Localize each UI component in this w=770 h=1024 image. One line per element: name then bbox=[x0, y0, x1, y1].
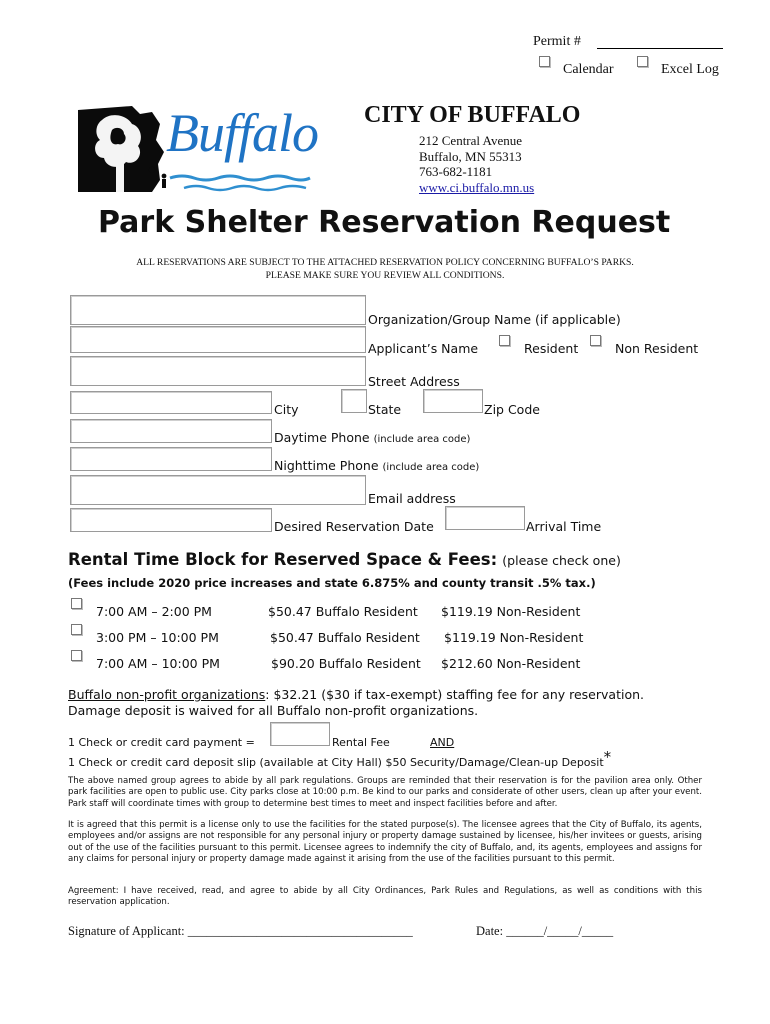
applicant-name-input[interactable] bbox=[70, 326, 366, 353]
fees-note: (Fees include 2020 price increases and state 6.875% and county transit .5% tax.) bbox=[68, 576, 596, 590]
nonprofit-line2: Damage deposit is waived for all Buffalo non-profit organizations. bbox=[68, 703, 479, 718]
daytime-phone-text: Daytime Phone bbox=[274, 430, 370, 445]
non-resident-fee-3: $212.60 Non-Resident bbox=[441, 656, 581, 671]
permit-number-field[interactable] bbox=[597, 48, 723, 49]
city-label: City bbox=[274, 402, 299, 417]
nighttime-phone-note: (include area code) bbox=[382, 462, 480, 473]
non-resident-label: Non Resident bbox=[615, 341, 699, 356]
rental-heading-note: (please check one) bbox=[502, 553, 621, 568]
email-input[interactable] bbox=[70, 475, 366, 505]
city-input[interactable] bbox=[70, 391, 272, 414]
nonprofit-line1 bbox=[68, 687, 644, 702]
daytime-phone-label bbox=[274, 430, 470, 445]
logo-text: Buffalo bbox=[166, 103, 318, 163]
notice-line2: PLEASE MAKE SURE YOU REVIEW ALL CONDITIONS. bbox=[265, 270, 505, 281]
email-label: Email address bbox=[368, 491, 456, 506]
arrival-time-input[interactable] bbox=[445, 506, 525, 530]
reservation-notice bbox=[0, 256, 770, 282]
deposit-text: 1 Check or credit card deposit slip (available at City Hall) $50 Security/Damage/Clean-up Deposit bbox=[68, 756, 604, 769]
city-phone: 763-682-1181 bbox=[419, 164, 493, 179]
signature-line[interactable]: Signature of Applicant: ____________________________________ bbox=[68, 924, 413, 938]
rental-heading-text: Rental Time Block for Reserved Space & Fees: bbox=[68, 550, 498, 569]
payment-line1: 1 Check or credit card payment = bbox=[68, 736, 255, 749]
notice-line1: ALL RESERVATIONS ARE SUBJECT TO THE ATTACHED RESERVATION POLICY CONCERNING BUFFALO’S PARKS. bbox=[136, 257, 634, 268]
organization-label: Organization/Group Name (if applicable) bbox=[368, 312, 621, 327]
nighttime-phone-label bbox=[274, 458, 479, 473]
resident-fee-2: $50.47 Buffalo Resident bbox=[270, 630, 420, 645]
nighttime-phone-text: Nighttime Phone bbox=[274, 458, 379, 473]
time-block-1: 7:00 AM – 2:00 PM bbox=[96, 604, 212, 619]
zip-code-label: Zip Code bbox=[484, 402, 540, 417]
time-block-checkbox-2[interactable] bbox=[71, 624, 82, 635]
daytime-phone-note: (include area code) bbox=[373, 434, 471, 445]
license-paragraph: It is agreed that this permit is a license only to use the facilities for the stated purpose(s). The licensee agrees that the City of Buffalo, its agents, employees and/or assigns are not responsible for any personal injury or property damage sustained by licensee, his/her invitees or guests, arising out of the use of the facilities pursuant to this permit. Licensee agrees to indemnify the city of Buffalo, and, its agents, employees and assigns for any claims for personal injury or property damage made against it arising from the use of the facilities pursuant to this permit. bbox=[68, 820, 702, 865]
non-resident-fee-2: $119.19 Non-Resident bbox=[444, 630, 584, 645]
rental-fee-label: Rental Fee bbox=[332, 736, 390, 749]
organization-input[interactable] bbox=[70, 295, 366, 325]
time-block-checkbox-1[interactable] bbox=[71, 598, 82, 609]
city-logo bbox=[74, 100, 318, 200]
state-input[interactable] bbox=[341, 389, 367, 413]
non-resident-fee-1: $119.19 Non-Resident bbox=[441, 604, 581, 619]
page-title: Park Shelter Reservation Request bbox=[98, 205, 671, 240]
calendar-label: Calendar bbox=[563, 62, 614, 77]
excel-log-label: Excel Log bbox=[661, 62, 719, 77]
calendar-checkbox[interactable] bbox=[539, 56, 550, 67]
city-website-link[interactable]: www.ci.buffalo.mn.us bbox=[419, 179, 535, 195]
street-address-input[interactable] bbox=[70, 356, 366, 386]
permit-label: Permit # bbox=[533, 34, 581, 49]
payment-line2 bbox=[68, 748, 612, 770]
city-address-line1: 212 Central Avenue bbox=[419, 133, 523, 148]
daytime-phone-input[interactable] bbox=[70, 419, 272, 443]
city-address-line2: Buffalo, MN 55313 bbox=[419, 148, 522, 164]
nighttime-phone-input[interactable] bbox=[70, 447, 272, 471]
street-address-label: Street Address bbox=[368, 374, 460, 389]
resident-fee-3: $90.20 Buffalo Resident bbox=[271, 656, 421, 671]
time-block-2: 3:00 PM – 10:00 PM bbox=[96, 630, 219, 645]
regulations-paragraph: The above named group agrees to abide by all park regulations. Groups are reminded that their reservation is for the pavilion area only. Other park facilities are open to public use. City parks close at 10:00 p.m. Be kind to our parks and considerate of other users, clean up after your event. Park staff will coordinate times with group to determine best times to meet and inspect facilities before and after. bbox=[68, 776, 702, 809]
rental-fee-input[interactable] bbox=[270, 722, 330, 746]
nonprofit-fee-text: : $32.21 ($30 if tax-exempt) staffing fee for any reservation. bbox=[265, 687, 644, 702]
city-address-block bbox=[419, 133, 534, 195]
city-name: CITY OF BUFFALO bbox=[364, 102, 581, 128]
resident-fee-1: $50.47 Buffalo Resident bbox=[268, 604, 418, 619]
resident-checkbox[interactable] bbox=[499, 335, 510, 346]
state-label: State bbox=[368, 402, 402, 417]
zip-code-input[interactable] bbox=[423, 389, 483, 413]
arrival-time-label: Arrival Time bbox=[526, 519, 602, 534]
excel-log-checkbox[interactable] bbox=[637, 56, 648, 67]
resident-label: Resident bbox=[524, 341, 579, 356]
date-line[interactable]: Date: ______/_____/_____ bbox=[476, 924, 614, 938]
applicant-name-label: Applicant’s Name bbox=[368, 341, 479, 356]
rental-heading bbox=[68, 550, 621, 569]
non-resident-checkbox[interactable] bbox=[590, 335, 601, 346]
nonprofit-link: Buffalo non-profit organizations bbox=[68, 687, 266, 702]
desired-date-label: Desired Reservation Date bbox=[274, 519, 434, 534]
time-block-3: 7:00 AM – 10:00 PM bbox=[96, 656, 220, 671]
agreement-paragraph: Agreement: I have received, read, and agree to abide by all City Ordinances, Park Rules and Regulations, as well as conditions with this reservation application. bbox=[68, 886, 702, 908]
deposit-asterisk: * bbox=[603, 748, 612, 766]
desired-date-input[interactable] bbox=[70, 508, 272, 532]
time-block-checkbox-3[interactable] bbox=[71, 650, 82, 661]
and-label: AND bbox=[430, 736, 455, 749]
